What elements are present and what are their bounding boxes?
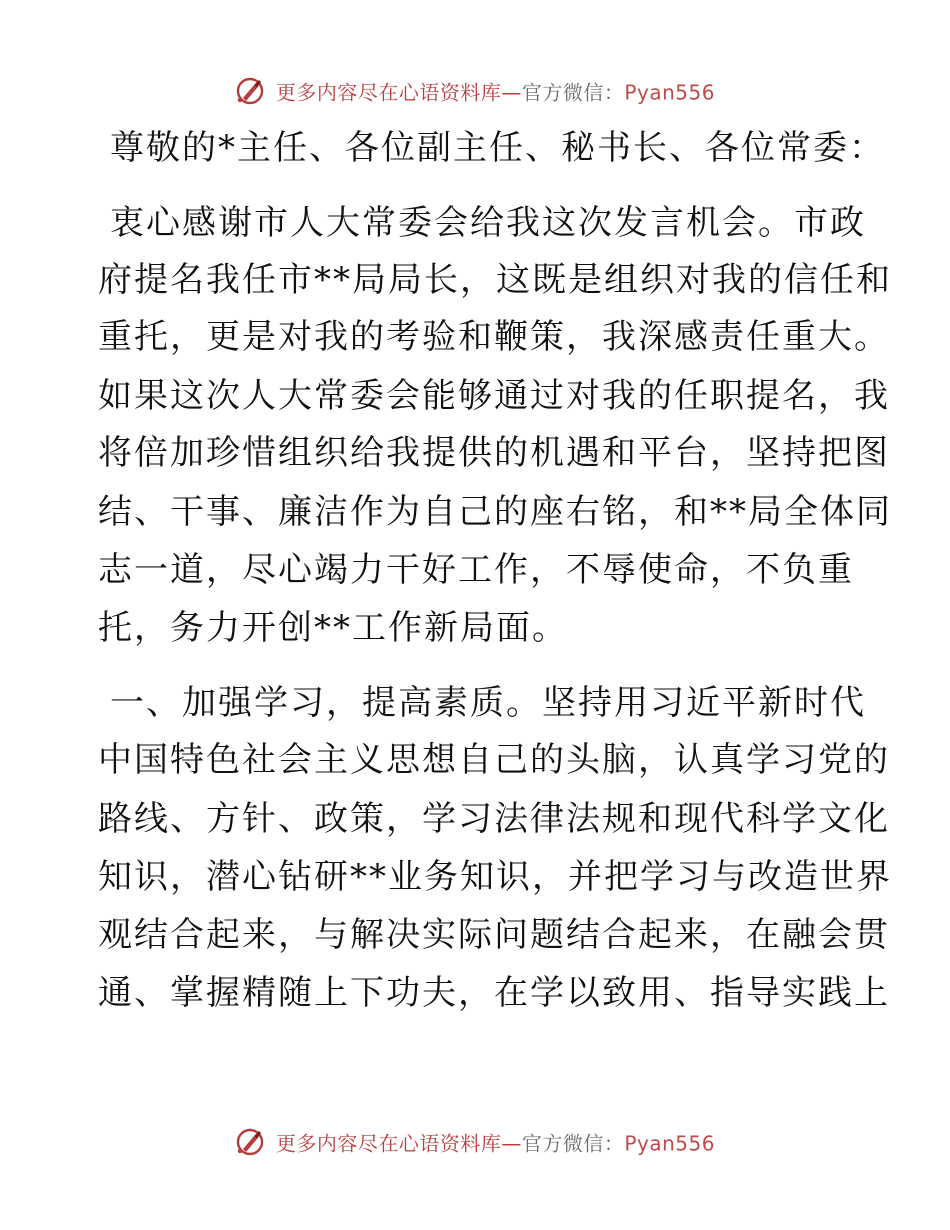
header-watermark: [0, 76, 950, 106]
paragraph-line: 通、掌握精随上下功夫，在学以致用、指导实践上: [98, 973, 890, 1013]
paragraph-line: 如果这次人大常委会能够通过对我的任职提名，我: [98, 376, 890, 416]
paragraph-line: 知识，潜心钻研**业务知识，并把学习与改造世界: [98, 857, 892, 897]
fountain-pen-logo-icon: [235, 1127, 265, 1157]
paragraph-line: 路线、方针、政策，学习法律法规和现代科学文化: [98, 799, 890, 839]
watermark-main-text: 更多内容尽在心语资料库—: [275, 80, 522, 105]
paragraph-line: 府提名我任市**局局长，这既是组织对我的信任和: [98, 260, 892, 300]
paragraph-line: 重托，更是对我的考验和鞭策，我深感责任重大。: [98, 317, 890, 357]
paragraph-line: 中国特色社会主义思想自己的头脑，认真学习党的: [98, 740, 890, 780]
salutation: 尊敬的*主任、各位副主任、秘书长、各位常委：: [110, 128, 885, 168]
watermark-wechat-id: Pyan556: [624, 1131, 715, 1156]
paragraph-line: 将倍加珍惜组织给我提供的机遇和平台，坚持把图: [98, 433, 890, 473]
fountain-pen-logo-icon: [235, 76, 265, 106]
paragraph-line: 衷心感谢市人大常委会给我这次发言机会。市政: [110, 203, 866, 243]
watermark-main-text: 更多内容尽在心语资料库—: [275, 1131, 522, 1156]
watermark-wechat-id: Pyan556: [624, 80, 715, 105]
paragraph-line: 结、干事、廉洁作为自己的座右铭，和**局全体同: [98, 492, 892, 532]
footer-watermark: [0, 1127, 950, 1157]
watermark-wechat-label: 官方微信：: [521, 80, 625, 105]
paragraph-line: 观结合起来，与解决实际问题结合起来，在融会贯: [98, 915, 890, 955]
paragraph-line: 志一道，尽心竭力干好工作，不辱使命，不负重: [98, 550, 854, 590]
paragraph-line: 一、加强学习，提高素质。坚持用习近平新时代: [110, 683, 866, 723]
watermark-wechat-label: 官方微信：: [521, 1131, 625, 1156]
paragraph-line: 托，务力开创**工作新局面。: [98, 608, 568, 648]
